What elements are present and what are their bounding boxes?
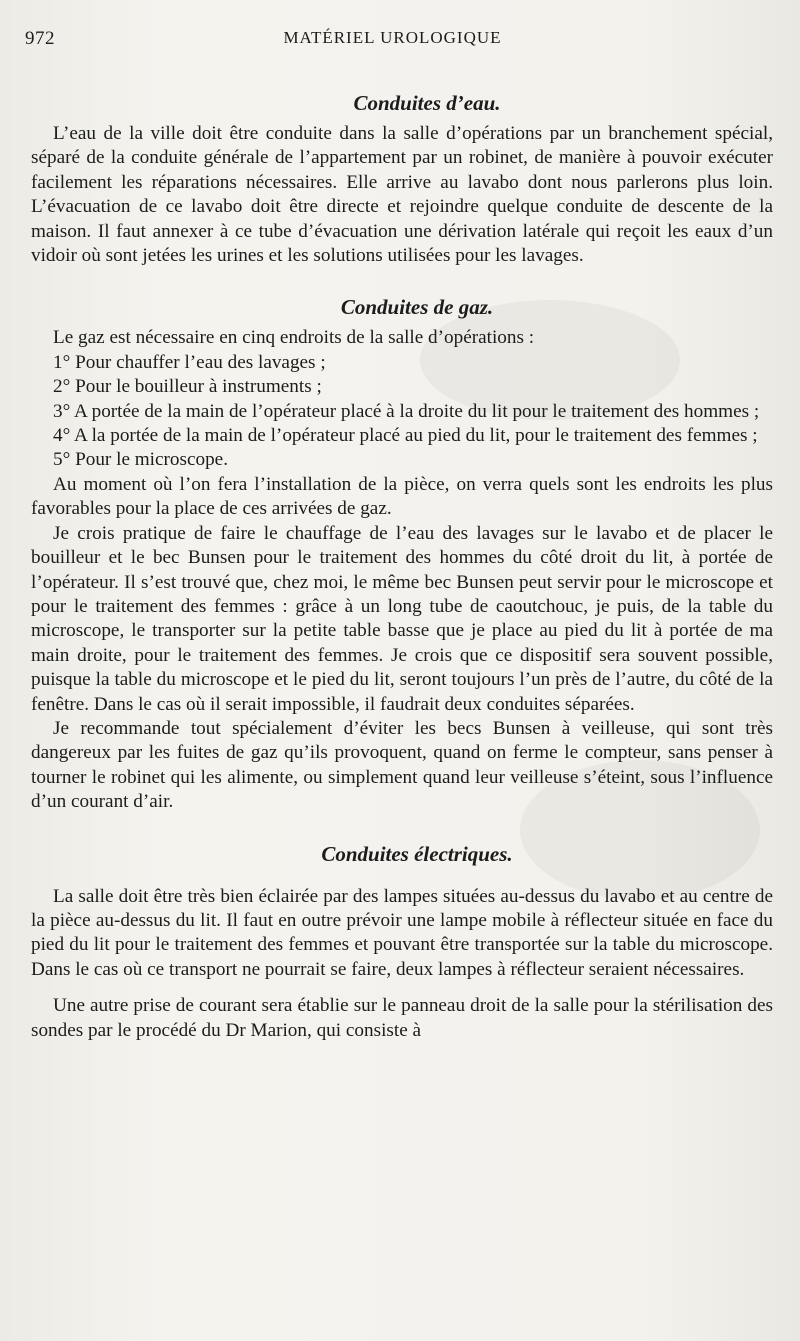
section-title-eau: Conduites d’eau. [353, 91, 501, 115]
section-title-electriques: Conduites électriques. [321, 841, 513, 866]
paragraph: Au moment où l’on fera l’installation de la pièce, on verra quels sont les endroits les plus favorables pour la place de ces arrivées de gaz. [31, 473, 773, 520]
list-item: 4° A la portée de la main de l’opérateur placé au pied du lit, pour le traitement des femmes ; [53, 425, 758, 447]
paragraph: L’eau de la ville doit être conduite dans la salle d’opérations par un branchement spécial, séparé de la conduite générale de l’appartement par un robinet, de manière à pouvoir exécuter facilement les réparations nécessaires. Elle arrive au lavabo dont nous parlerons plus loin. L’évacuation de ce lavabo doit être directe et rejoindre quelque conduite de descente de la maison. Il faut annexer à ce tube d’évacuation une dérivation latérale qui reçoit les eaux d’un vidoir où sont jetées les urines et les solutions utilisées pour les lavages. [31, 123, 773, 267]
section-gap [31, 873, 773, 885]
list-item: 2° Pour le bouilleur à instruments ; [53, 376, 322, 398]
paragraph: Je crois pratique de faire le chauffage de l’eau des lavages sur le lavabo et de placer le bouilleur et le bec Bunsen pour le traitement des hommes du côté droit du lit, à portée de l’opérateur. Il s’est trouvé que, chez moi, le même bec Bunsen peut servir pour le microscope et pour le traitement des femmes : grâce à un long tube de caoutchouc, je puis, de la table du microscope, le transporter sur la petite table basse que je place au pied du lit à portée de ma main droite, pour le traitement des femmes. Je crois que ce dispositif sera souvent possible, puisque la table du microscope et le pied du lit, seront toujours l’un près de l’autre, du côté de la fenêtre. Dans le cas où il serait impossible, il faudrait deux conduites séparées. [31, 522, 773, 715]
list-item: 3° A portée de la main de l’opérateur placé à la droite du lit pour le traitement des hommes ; [53, 400, 760, 422]
paragraph: Le gaz est nécessaire en cinq endroits de la salle d’opérations : [53, 327, 535, 349]
page-body [31, 84, 773, 1043]
page-number: 972 [25, 28, 55, 49]
page-header [25, 24, 760, 54]
section-gap [31, 815, 773, 827]
list-item: 5° Pour le microscope. [53, 449, 228, 471]
section-title-gaz: Conduites de gaz. [340, 295, 494, 320]
paragraph: La salle doit être très bien éclairée par des lampes situées au-dessus du lavabo et au centre de la pièce au-dessus du lit. Il faut en outre prévoir une lampe mobile à réflecteur située en face du pied du lit pour le traitement des femmes et pouvant être transportée sur la table du microscope. Dans le cas où ce transport ne pourrait se faire, deux lampes à réflecteur seraient nécessaires. [31, 885, 773, 980]
paragraph: Une autre prise de courant sera établie sur le panneau droit de la salle pour la stérilisation des sondes par le procédé du Dr Marion, qui consiste à [31, 995, 773, 1041]
paragraph: Je recommande tout spécialement d’éviter les becs Bunsen à veilleuse, qui sont très dangereux par les fuites de gaz qu’ils provoquent, quand on ferme le compteur, sans penser à tourner le robinet qui les alimente, ou simplement quand leur veilleuse s’éteint, sous l’influence d’un courant d’air. [31, 717, 773, 813]
running-title: MATÉRIEL UROLOGIQUE [283, 28, 502, 47]
paragraph-gap [31, 982, 773, 994]
section-gap [31, 268, 773, 280]
list-item: 1° Pour chauffer l’eau des lavages ; [53, 351, 326, 373]
